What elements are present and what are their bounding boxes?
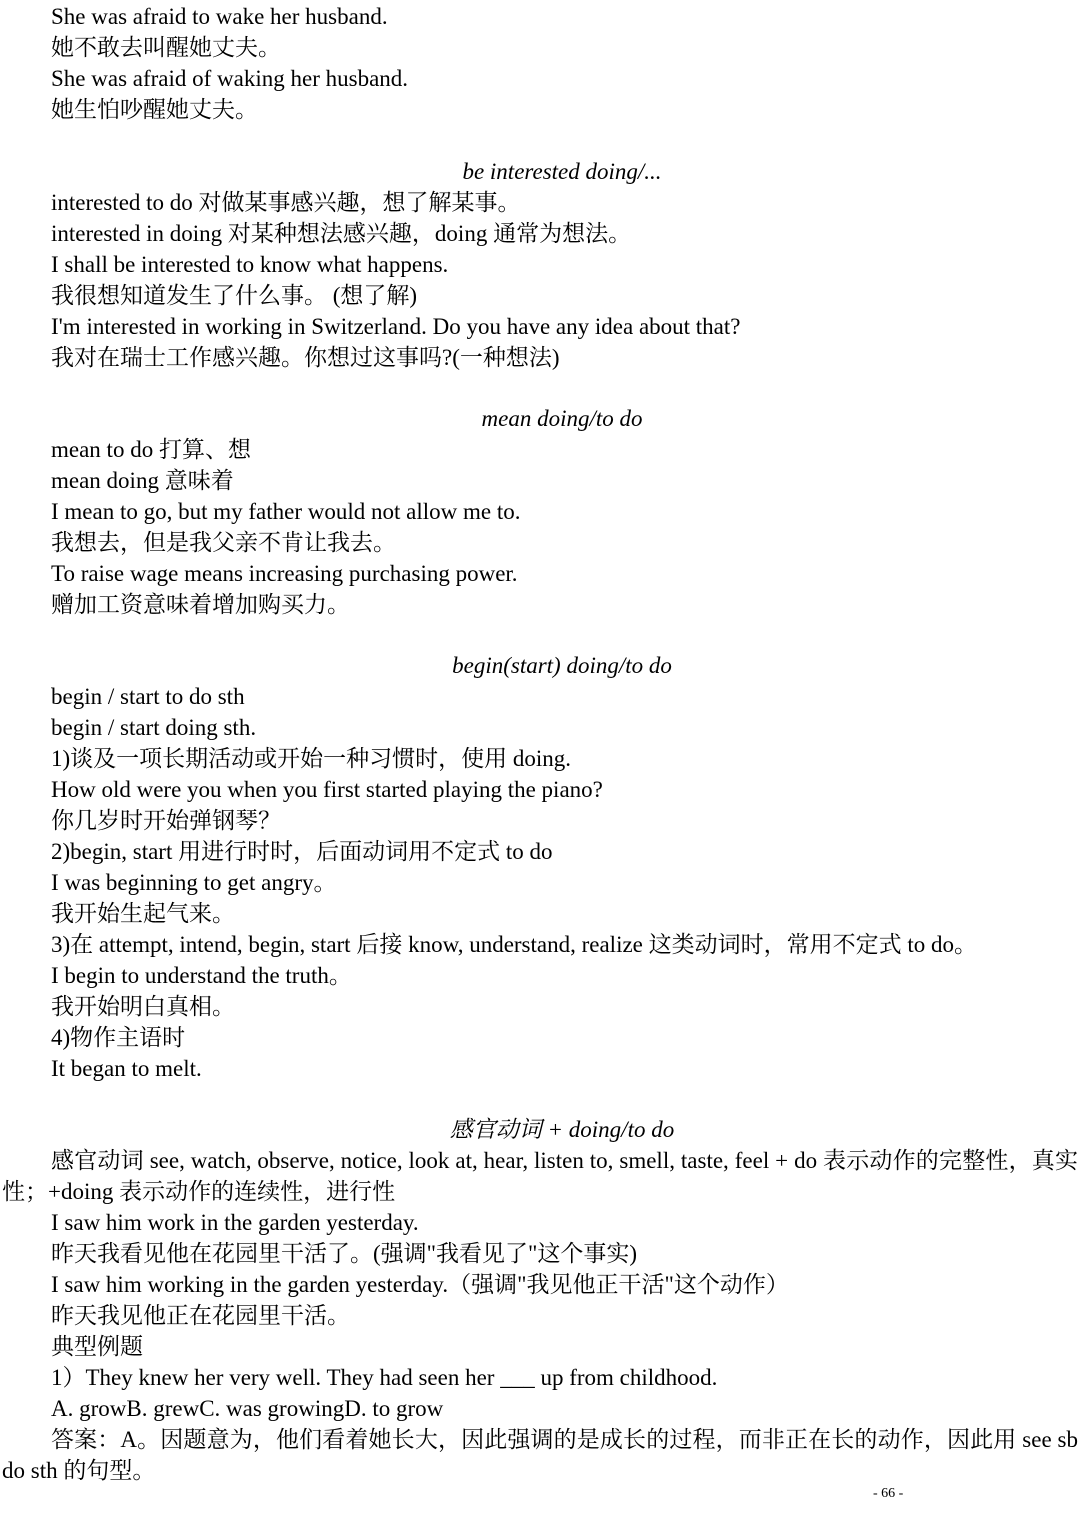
section-heading: begin(start) doing/to do — [452, 653, 672, 678]
text-line: interested in doing 对某种想法感兴趣，doing 通常为想法。 — [51, 221, 632, 246]
section-heading: be interested doing/... — [462, 159, 662, 184]
text-line: A. growB. grewC. was growingD. to grow — [51, 1396, 444, 1421]
text-line: mean to do 打算、想 — [51, 437, 251, 462]
text-line: 她生怕吵醒她丈夫。 — [51, 97, 258, 122]
text-line: interested to do 对做某事感兴趣，想了解某事。 — [51, 190, 521, 215]
text-line: I saw him work in the garden yesterday. — [51, 1210, 419, 1235]
text-line: 我很想知道发生了什么事。 (想了解) — [51, 283, 418, 308]
section-heading: 感官动词 + doing/to do — [449, 1117, 675, 1142]
text-line: It began to melt. — [51, 1056, 202, 1081]
text-line: I'm interested in working in Switzerland. Do you have any idea about that? — [51, 314, 741, 339]
text-line: 1）They knew her very well. They had seen her ___ up from childhood. — [51, 1365, 718, 1390]
text-line: I mean to go, but my father would not allow me to. — [51, 499, 521, 524]
text-line: 昨天我看见他在花园里干活了。(强调"我看见了"这个事实) — [51, 1241, 638, 1266]
paragraph: 感官动词 see, watch, observe, notice, look at, hear, listen to, smell, taste, feel + do 表示动作的完整性，真实性；+doing 表示动作的连续性，进行性 — [2, 1148, 1078, 1204]
text-line: 我对在瑞士工作感兴趣。你想过这事吗?(一种想法) — [51, 345, 560, 370]
text-line: How old were you when you first started playing the piano? — [51, 777, 603, 802]
text-line: 她不敢去叫醒她丈夫。 — [51, 35, 281, 60]
text-line: 我开始生起气来。 — [51, 901, 235, 926]
text-line: 赠加工资意味着增加购买力。 — [51, 592, 350, 617]
text-line: 典型例题 — [51, 1334, 143, 1359]
text-line: She was afraid to wake her husband. — [51, 4, 388, 29]
text-line: 昨天我见他正在花园里干活。 — [51, 1303, 350, 1328]
text-line: 我开始明白真相。 — [51, 994, 235, 1019]
text-line: begin / start to do sth — [51, 684, 245, 709]
text-line: mean doing 意味着 — [51, 468, 234, 493]
section-heading: mean doing/to do — [481, 406, 643, 431]
text-line: I saw him working in the garden yesterday.（强调"我见他正干活"这个动作） — [51, 1272, 789, 1297]
text-line: 1)谈及一项长期活动或开始一种习惯时，使用 doing. — [51, 746, 572, 771]
text-line: 你几岁时开始弹钢琴？ — [51, 808, 281, 833]
answer-paragraph: 答案：A。因题意为，他们看着她长大，因此强调的是成长的过程，而非正在长的动作，因此用 see sb do sth 的句型。 — [2, 1427, 1078, 1483]
page-number: - 66 - — [873, 1486, 904, 1501]
text-line: She was afraid of waking her husband. — [51, 66, 409, 91]
text-line: To raise wage means increasing purchasing power. — [51, 561, 518, 586]
text-line: 3)在 attempt, intend, begin, start 后接 know, understand, realize 这类动词时，常用不定式 to do。 — [51, 932, 978, 957]
text-line: I shall be interested to know what happens. — [51, 252, 449, 277]
text-line: 2)begin, start 用进行时时，后面动词用不定式 to do — [51, 839, 553, 864]
text-line: begin / start doing sth. — [51, 715, 257, 740]
text-line: I was beginning to get angry。 — [51, 870, 337, 895]
text-line: I begin to understand the truth。 — [51, 963, 352, 988]
text-line: 4)物作主语时 — [51, 1025, 186, 1050]
text-line: 我想去，但是我父亲不肯让我去。 — [51, 530, 396, 555]
